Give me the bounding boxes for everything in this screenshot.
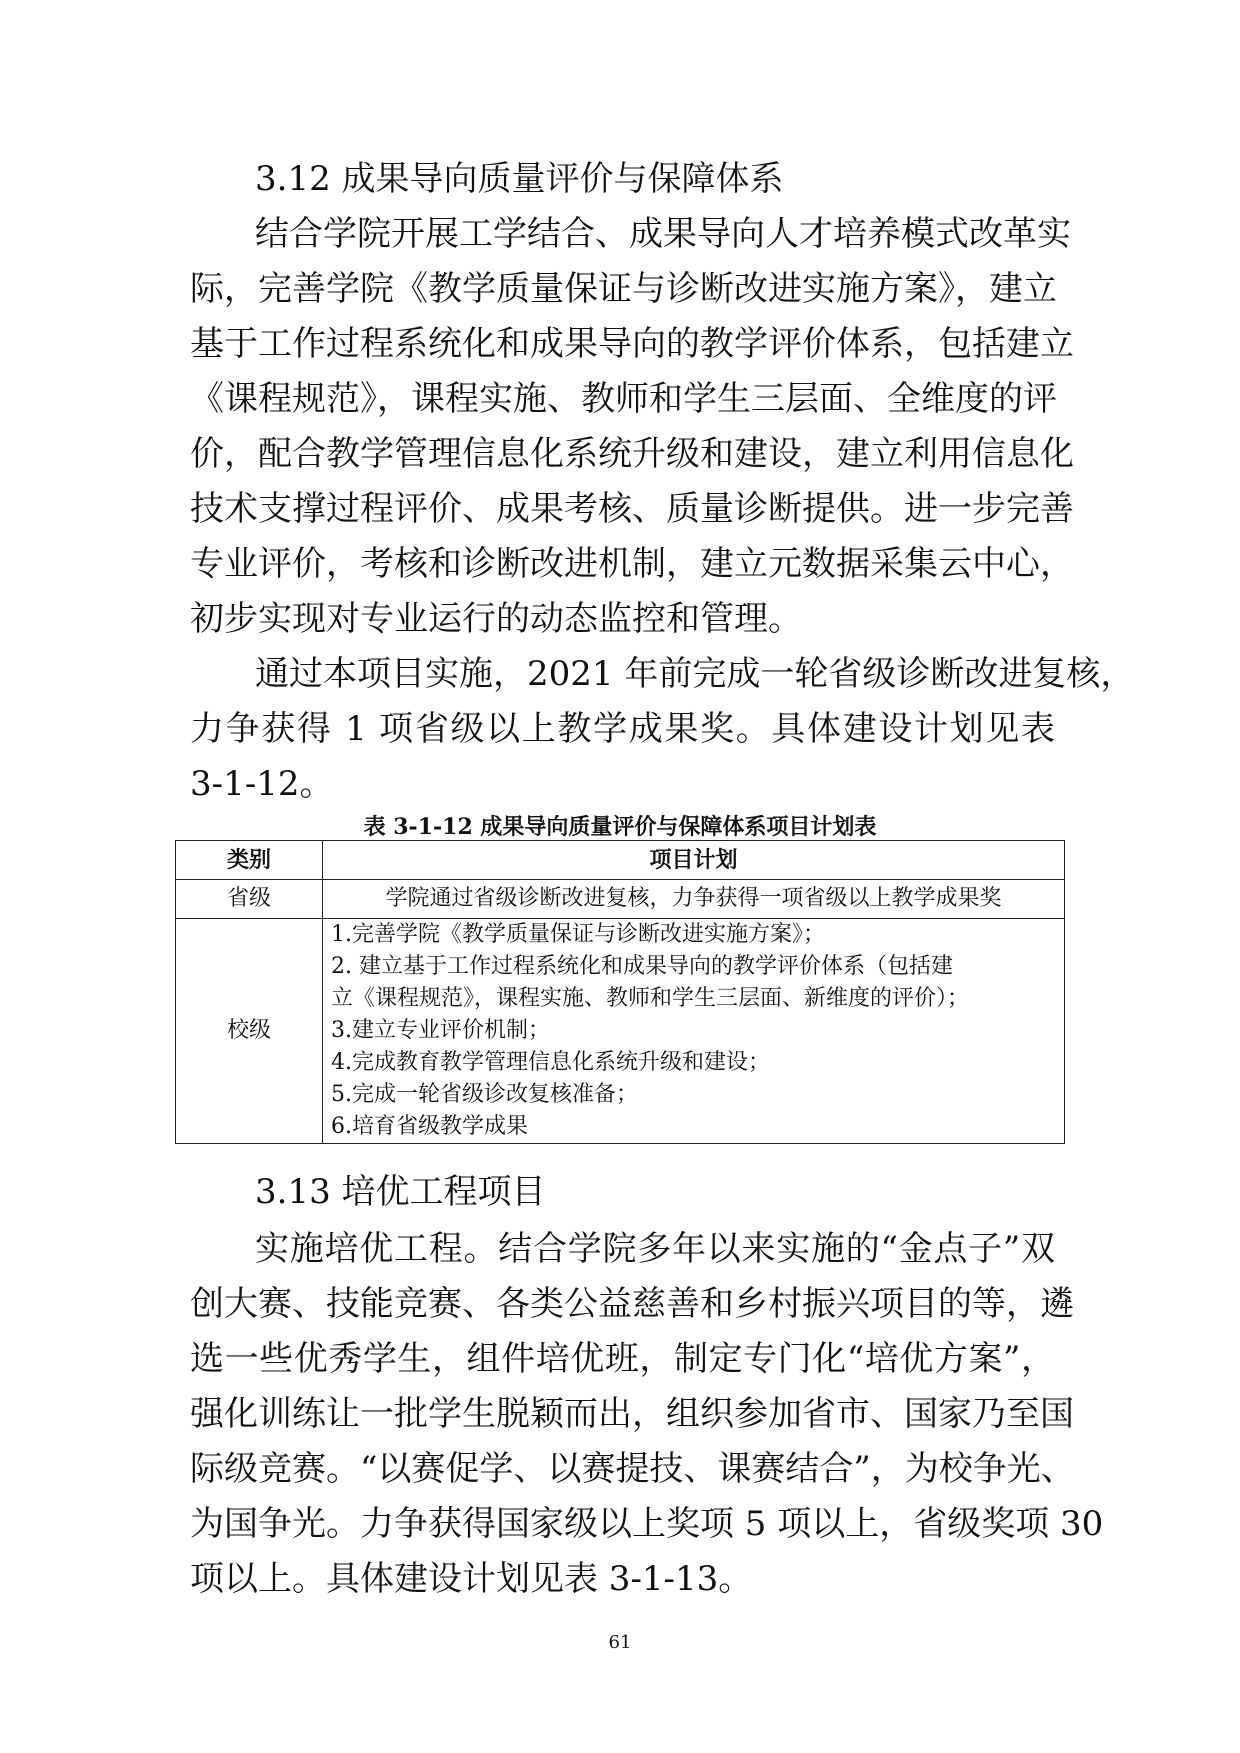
paragraph-line: 专业评价，考核和诊断改进机制，建立元数据采集云中心， xyxy=(190,544,1074,584)
paragraph-line: 技术支撑过程评价、成果考核、质量诊断提供。进一步完善 xyxy=(190,489,1074,529)
paragraph-line: 基于工作过程系统化和成果导向的教学评价体系，包括建立 xyxy=(190,324,1074,364)
section-heading-3-13: 3.13 培优工程项目 xyxy=(255,1172,546,1212)
paragraph-line: 际级竞赛。“以赛促学、以赛提技、课赛结合”，为校争光、 xyxy=(190,1449,1075,1489)
paragraph-line: 项以上。具体建设计划见表 3-1-13。 xyxy=(190,1559,753,1599)
table-caption: 表 3-1-12 成果导向质量评价与保障体系项目计划表 xyxy=(363,814,877,840)
paragraph-line: 为国争光。力争获得国家级以上奖项 5 项以上，省级奖项 30 xyxy=(190,1504,1104,1544)
category-cell: 校级 xyxy=(176,919,323,1144)
header-plan: 项目计划 xyxy=(323,841,1065,880)
paragraph-line: 结合学院开展工学结合、成果导向人才培养模式改革实 xyxy=(255,214,1071,254)
plan-cell: 学院通过省级诊断改进复核，力争获得一项省级以上教学成果奖 xyxy=(323,880,1065,919)
paragraph-line: 初步实现对专业运行的动态监控和管理。 xyxy=(190,599,802,639)
plan-item: 2. 建立基于工作过程系统化和成果导向的教学评价体系（包括建 xyxy=(331,954,953,979)
paragraph-line: 《课程规范》，课程实施、教师和学生三层面、全维度的评 xyxy=(190,379,1057,419)
paragraph-line: 价，配合教学管理信息化系统升级和建设，建立利用信息化 xyxy=(190,434,1074,474)
paragraph-line: 创大赛、技能竞赛、各类公益慈善和乡村振兴项目的等，遴 xyxy=(190,1284,1074,1324)
paragraph-line: 强化训练让一批学生脱颖而出，组织参加省市、国家乃至国 xyxy=(190,1394,1074,1434)
paragraph-line: 力争获得 1 项省级以上教学成果奖。具体建设计划见表 xyxy=(190,709,1055,749)
plan-item: 立《课程规范》，课程实施、教师和学生三层面、新维度的评价）； xyxy=(331,986,970,1011)
paragraph-line: 实施培优工程。结合学院多年以来实施的“金点子”双 xyxy=(255,1229,1055,1269)
paragraph-line: 3-1-12。 xyxy=(190,764,334,804)
table-header-row xyxy=(176,841,1065,880)
paragraph-line: 选一些优秀学生，组件培优班，制定专门化“培优方案”， xyxy=(190,1339,1055,1379)
table-row xyxy=(176,880,1065,919)
section-heading-3-12: 3.12 成果导向质量评价与保障体系 xyxy=(255,159,784,199)
plan-item: 6.培育省级教学成果 xyxy=(331,1114,528,1139)
paragraph-line: 际，完善学院《教学质量保证与诊断改进实施方案》，建立 xyxy=(190,269,1057,309)
plan-cell xyxy=(323,919,1065,1144)
plan-item: 3.建立专业评价机制； xyxy=(331,1018,550,1043)
plan-item: 5.完成一轮省级诊改复核准备； xyxy=(331,1082,638,1107)
plan-item: 4.完成教育教学管理信息化系统升级和建设； xyxy=(331,1050,770,1075)
plan-item: 1.完善学院《教学质量保证与诊断改进实施方案》； xyxy=(331,922,825,947)
page-number: 61 xyxy=(608,1632,632,1653)
category-cell: 省级 xyxy=(176,880,323,919)
header-category: 类别 xyxy=(176,841,323,880)
project-plan-table xyxy=(175,840,1065,1144)
paragraph-line: 通过本项目实施，2021 年前完成一轮省级诊断改进复核， xyxy=(255,654,1135,694)
table-row xyxy=(176,919,1065,1144)
